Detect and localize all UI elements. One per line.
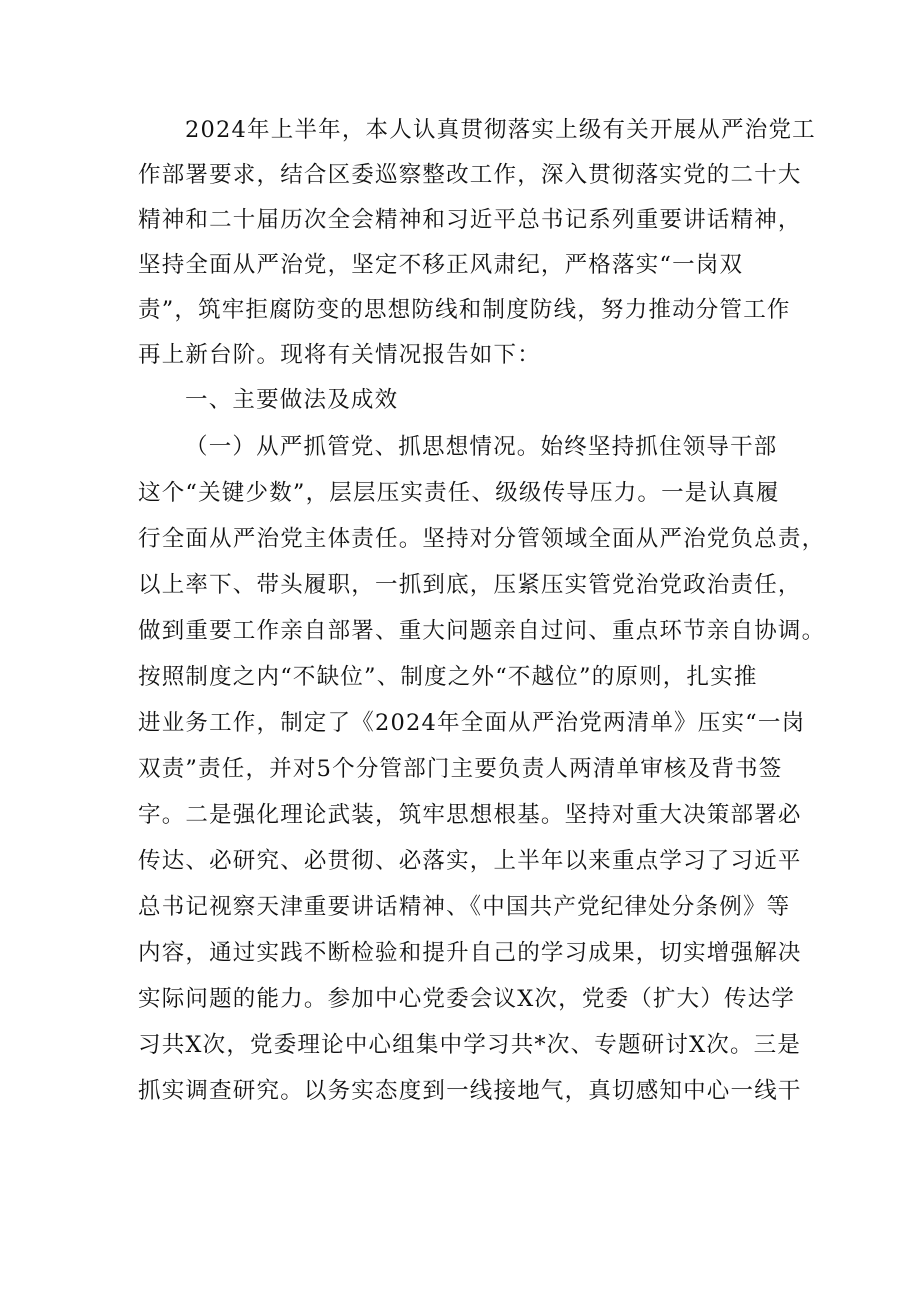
paragraph-line: 做到重要工作亲自部署、重大问题亲自过问、重点环节亲自协调。 [138, 618, 826, 644]
paragraph-line: 责”，筑牢拒腐防变的思想防线和制度防线，努力推动分管工作 [138, 297, 791, 323]
paragraph-line: 2024年上半年，本人认真贯彻落实上级有关开展从严治党工 [185, 117, 816, 143]
paragraph-line: 精神和二十届历次全会精神和习近平总书记系列重要讲话精神， [138, 207, 802, 233]
paragraph-line: 总书记视察天津重要讲话精神、《中国共产党纪律处分条例》等 [138, 894, 791, 920]
paragraph-line: 这个“关键少数”，层层压实责任、级级传导压力。一是认真履 [138, 480, 780, 506]
paragraph-line: 内容，通过实践不断检验和提升自己的学习成果，切实增强解决 [138, 940, 802, 966]
paragraph-line: 行全面从严治党主体责任。坚持对分管领域全面从严治党负总责， [138, 526, 826, 552]
paragraph-line: 以上率下、带头履职，一抓到底，压紧压实管党治党政治责任， [138, 572, 802, 598]
paragraph-line: 习共X次，党委理论中心组集中学习共*次、专题研讨X次。三是 [138, 1032, 802, 1058]
paragraph-line: 进业务工作，制定了《2024年全面从严治党两清单》压实“一岗 [138, 710, 806, 736]
paragraph-line: 作部署要求，结合区委巡察整改工作，深入贯彻落实党的二十大 [138, 162, 802, 188]
paragraph-line: 实际问题的能力。参加中心党委会议X次，党委（扩大）传达学 [138, 986, 796, 1012]
paragraph-line: 再上新台阶。现将有关情况报告如下： [138, 342, 541, 368]
paragraph-line: 抓实调查研究。以务实态度到一线接地气，真切感知中心一线干 [138, 1078, 802, 1104]
paragraph-line: 坚持全面从严治党，坚定不移正风肃纪，严格落实“一岗双 [138, 252, 744, 278]
paragraph-line: （一）从严抓管党、抓思想情况。始终坚持抓住领导干部 [185, 434, 778, 460]
paragraph-line: 双责”责任，并对5个分管部门主要负责人两清单审核及背书签 [138, 756, 783, 782]
section-heading: 一、主要做法及成效 [185, 387, 399, 413]
paragraph-line: 传达、必研究、必贯彻、必落实，上半年以来重点学习了习近平 [138, 848, 802, 874]
paragraph-line: 字。二是强化理论武装，筑牢思想根基。坚持对重大决策部署必 [138, 802, 802, 828]
paragraph-line: 按照制度之内“不缺位”、制度之外“不越位”的原则，扎实推 [138, 664, 758, 690]
